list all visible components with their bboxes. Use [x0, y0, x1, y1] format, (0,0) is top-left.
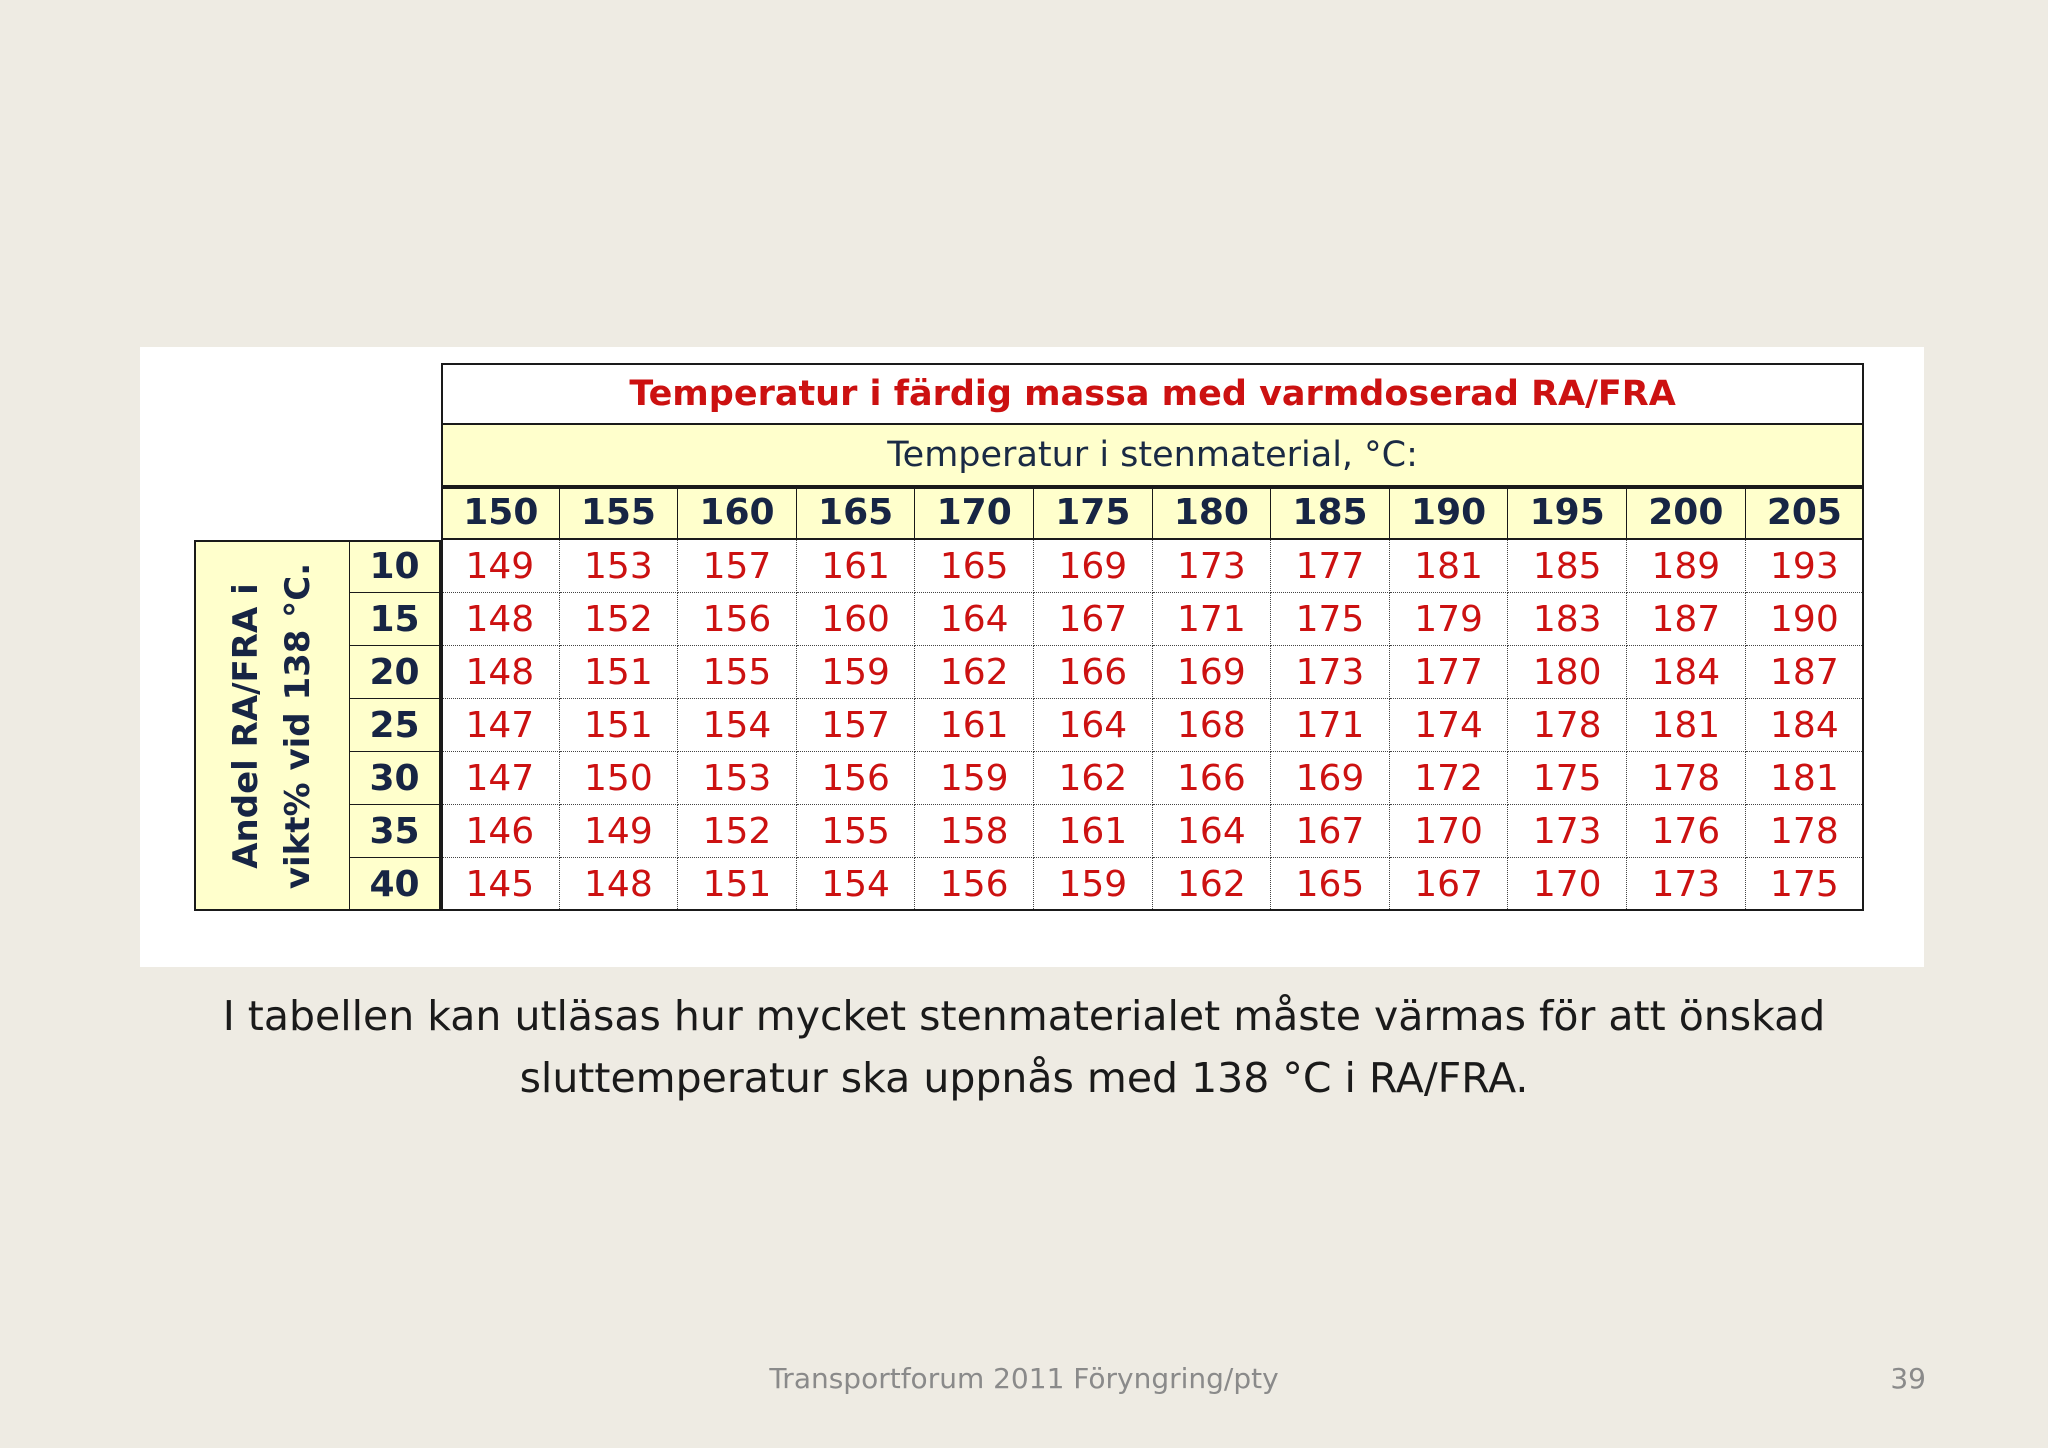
table-cell: 148: [560, 858, 679, 911]
column-header: 170: [915, 487, 1034, 540]
table-cell: 147: [441, 752, 560, 805]
table-cell: 193: [1746, 540, 1865, 593]
table-cell: 152: [678, 805, 797, 858]
row-header: 30: [349, 752, 441, 805]
table-cell: 159: [797, 646, 916, 699]
temperature-table: [194, 363, 1864, 912]
table-cell: 173: [1271, 646, 1390, 699]
table-cell: 165: [915, 540, 1034, 593]
table-cell: 167: [1390, 858, 1509, 911]
table-title: Temperatur i färdig massa med varmdoserad RA/FRA: [441, 363, 1864, 425]
table-cell: 183: [1508, 593, 1627, 646]
table-cell: 156: [915, 858, 1034, 911]
table-cell: 167: [1034, 593, 1153, 646]
table-subtitle: Temperatur i stenmaterial, °C:: [441, 425, 1864, 487]
table-cell: 189: [1627, 540, 1746, 593]
column-header: 190: [1390, 487, 1509, 540]
table-cell: 149: [441, 540, 560, 593]
table-cell: 162: [1153, 858, 1272, 911]
table-cell: 179: [1390, 593, 1509, 646]
column-header: 180: [1153, 487, 1272, 540]
caption: [0, 985, 2048, 1109]
table-cell: 164: [1153, 805, 1272, 858]
row-header: 35: [349, 805, 441, 858]
table-cell: 154: [797, 858, 916, 911]
column-header: 200: [1627, 487, 1746, 540]
table-cell: 187: [1746, 646, 1865, 699]
table-cell: 156: [678, 593, 797, 646]
table-cell: 151: [560, 699, 679, 752]
table-cell: 162: [1034, 752, 1153, 805]
footer-text: Transportforum 2011 Föryngring/pty: [769, 1362, 1279, 1395]
table-cell: 187: [1627, 593, 1746, 646]
table-cell: 173: [1153, 540, 1272, 593]
table-cell: 164: [1034, 699, 1153, 752]
table-cell: 169: [1271, 752, 1390, 805]
table-cell: 150: [560, 752, 679, 805]
table-cell: 154: [678, 699, 797, 752]
table-cell: 153: [678, 752, 797, 805]
table-cell: 184: [1627, 646, 1746, 699]
table-cell: 180: [1508, 646, 1627, 699]
table-cell: 157: [797, 699, 916, 752]
caption-line-2: sluttemperatur ska uppnås med 138 °C i RA/FRA.: [519, 1054, 1529, 1102]
row-header: 15: [349, 593, 441, 646]
table-cell: 164: [915, 593, 1034, 646]
table-cell: 177: [1390, 646, 1509, 699]
column-header: 195: [1508, 487, 1627, 540]
table-cell: 170: [1390, 805, 1509, 858]
table-cell: 169: [1153, 646, 1272, 699]
table-cell: 158: [915, 805, 1034, 858]
table-cell: 172: [1390, 752, 1509, 805]
table-cell: 176: [1627, 805, 1746, 858]
table-cell: 165: [1271, 858, 1390, 911]
table-cell: 155: [797, 805, 916, 858]
column-header: 205: [1746, 487, 1865, 540]
table-cell: 161: [797, 540, 916, 593]
table-cell: 175: [1271, 593, 1390, 646]
table-cell: 153: [560, 540, 679, 593]
row-header: 40: [349, 858, 441, 911]
row-axis-label-line-2: vikt% vid 138 °C.: [278, 562, 319, 889]
table-cell: 161: [1034, 805, 1153, 858]
table-cell: 177: [1271, 540, 1390, 593]
table-cell: 166: [1034, 646, 1153, 699]
table-cell: 155: [678, 646, 797, 699]
row-header: 10: [349, 540, 441, 593]
table-cell: 148: [441, 593, 560, 646]
table-cell: 152: [560, 593, 679, 646]
table-cell: 175: [1508, 752, 1627, 805]
table-cell: 160: [797, 593, 916, 646]
table-cell: 145: [441, 858, 560, 911]
table-cell: 161: [915, 699, 1034, 752]
table-cell: 184: [1746, 699, 1865, 752]
table-cell: 167: [1271, 805, 1390, 858]
table-cell: 174: [1390, 699, 1509, 752]
table-cell: 147: [441, 699, 560, 752]
row-axis-label: [194, 540, 349, 911]
table-cell: 178: [1746, 805, 1865, 858]
table-cell: 151: [560, 646, 679, 699]
table-cell: 162: [915, 646, 1034, 699]
caption-line-1: I tabellen kan utläsas hur mycket stenmaterialet måste värmas för att önskad: [222, 992, 1826, 1040]
column-header: 160: [678, 487, 797, 540]
table-cell: 178: [1627, 752, 1746, 805]
column-header: 165: [797, 487, 916, 540]
column-header: 185: [1271, 487, 1390, 540]
table-cell: 181: [1627, 699, 1746, 752]
table-cell: 168: [1153, 699, 1272, 752]
table-cell: 159: [1034, 858, 1153, 911]
column-header: 175: [1034, 487, 1153, 540]
table-cell: 175: [1746, 858, 1865, 911]
row-header: 25: [349, 699, 441, 752]
table-cell: 166: [1153, 752, 1272, 805]
table-cell: 181: [1390, 540, 1509, 593]
table-cell: 149: [560, 805, 679, 858]
table-cell: 169: [1034, 540, 1153, 593]
column-header: 150: [441, 487, 560, 540]
column-header: 155: [560, 487, 679, 540]
row-header: 20: [349, 646, 441, 699]
table-cell: 185: [1508, 540, 1627, 593]
table-cell: 146: [441, 805, 560, 858]
table-cell: 173: [1627, 858, 1746, 911]
table-cell: 156: [797, 752, 916, 805]
table-cell: 159: [915, 752, 1034, 805]
row-axis-label-line-1: Andel RA/FRA i: [226, 582, 267, 869]
table-cell: 171: [1271, 699, 1390, 752]
page-number: 39: [1890, 1362, 1926, 1395]
table-cell: 173: [1508, 805, 1627, 858]
table-panel: [140, 347, 1924, 967]
table-cell: 178: [1508, 699, 1627, 752]
table-cell: 148: [441, 646, 560, 699]
table-cell: 157: [678, 540, 797, 593]
table-cell: 181: [1746, 752, 1865, 805]
table-cell: 171: [1153, 593, 1272, 646]
table-cell: 170: [1508, 858, 1627, 911]
table-cell: 190: [1746, 593, 1865, 646]
table-cell: 151: [678, 858, 797, 911]
